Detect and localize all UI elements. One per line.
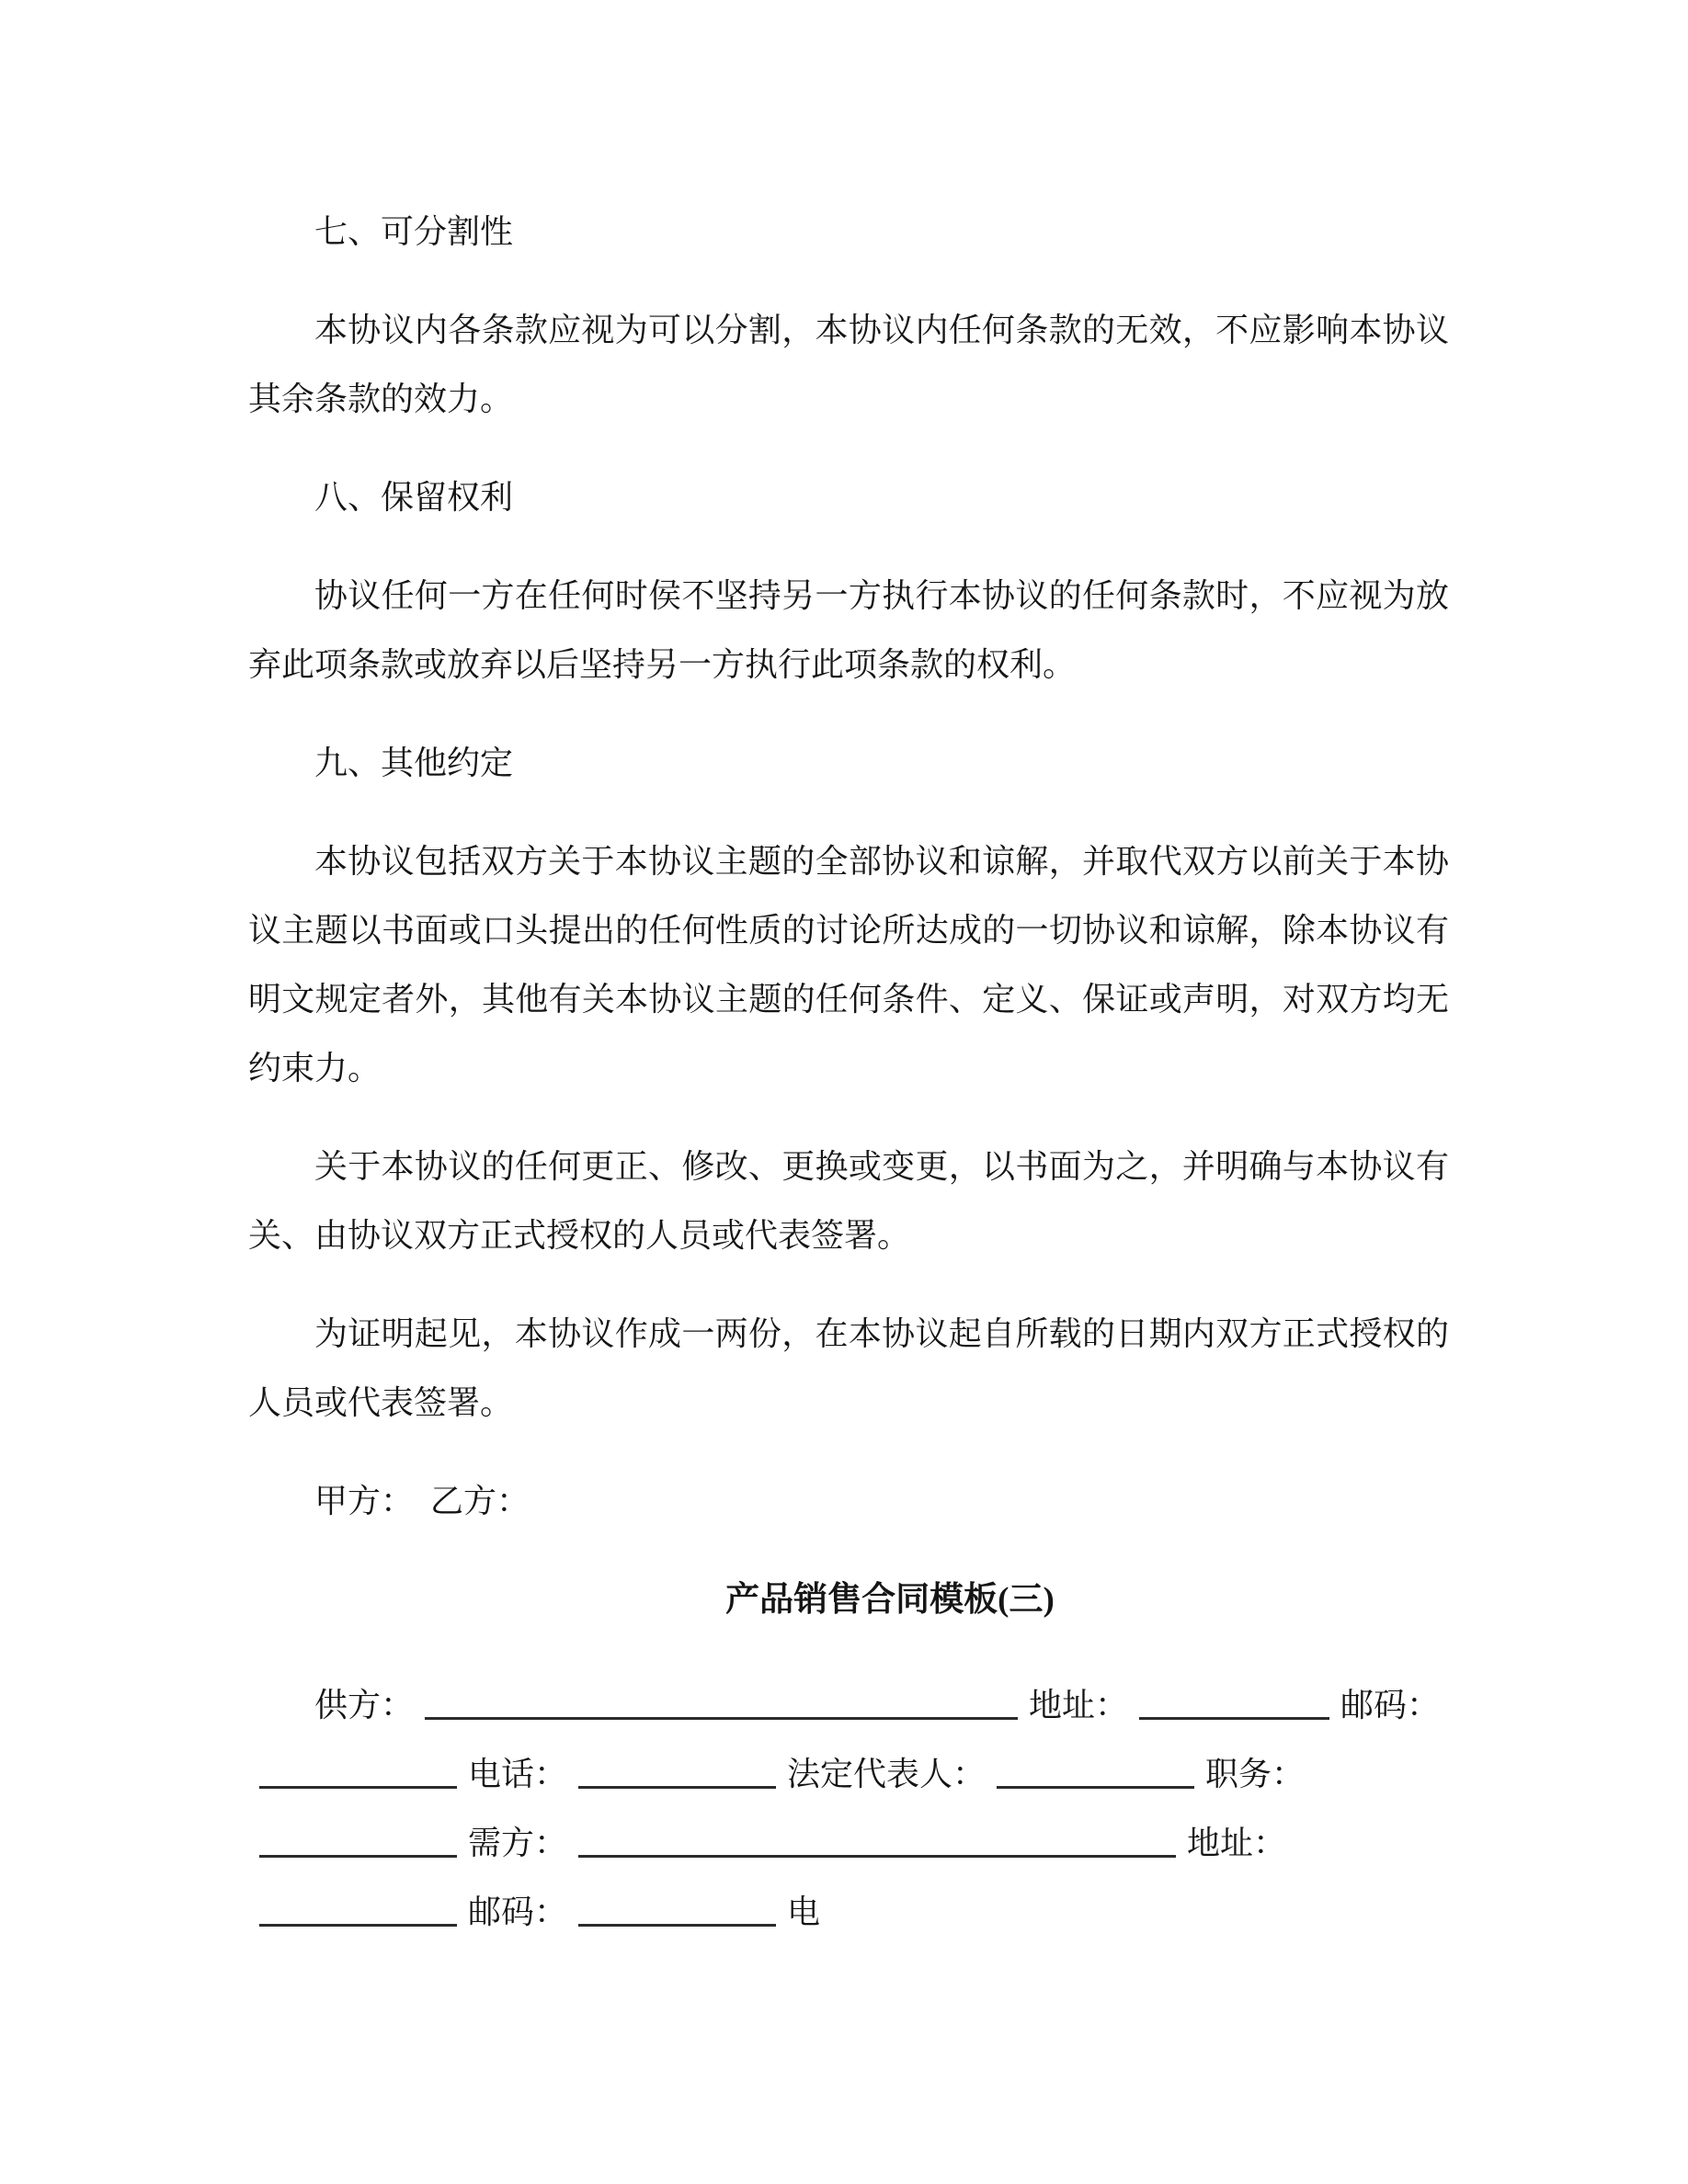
form-label: 邮码： bbox=[1340, 1687, 1441, 1723]
form-label: 邮码： bbox=[468, 1894, 568, 1930]
form-blank-field[interactable] bbox=[578, 1816, 1176, 1858]
form-label: 供方： bbox=[314, 1687, 415, 1723]
form-blank-field[interactable] bbox=[578, 1885, 776, 1927]
form-blank-field[interactable] bbox=[425, 1678, 1018, 1720]
form-row bbox=[248, 1809, 1449, 1878]
party-signature-line: 甲方： 乙方： bbox=[314, 1483, 530, 1519]
form-blank-field[interactable] bbox=[259, 1747, 457, 1789]
form-label: 电 bbox=[787, 1894, 821, 1930]
clause-paragraph-reserved-rights: 协议任何一方在任何时侯不坚持另一方执行本协议的任何条款时，不应视为放弃此项条款或放弃以后坚持另一方执行此项条款的权利。 bbox=[248, 577, 1449, 683]
form-blank-field[interactable] bbox=[1139, 1678, 1329, 1720]
form-row bbox=[248, 1878, 1449, 1947]
clause-paragraph-witness: 为证明起见，本协议作成一两份，在本协议起自所载的日期内双方正式授权的人员或代表签署。 bbox=[248, 1315, 1449, 1421]
form-row bbox=[248, 1740, 1449, 1809]
form-blank-field[interactable] bbox=[578, 1747, 776, 1789]
form-label: 地址： bbox=[1029, 1687, 1129, 1723]
clause-heading-7: 七、可分割性 bbox=[314, 213, 514, 250]
form-label: 地址： bbox=[1187, 1825, 1287, 1861]
contract-subtitle: 产品销售合同模板(三) bbox=[725, 1581, 1055, 1619]
contract-fill-in-form bbox=[248, 1671, 1449, 1947]
clause-heading-8: 八、保留权利 bbox=[314, 479, 514, 516]
clause-heading-9: 九、其他约定 bbox=[314, 745, 514, 781]
form-label: 法定代表人： bbox=[787, 1756, 987, 1792]
clause-paragraph-entire-agreement: 本协议包括双方关于本协议主题的全部协议和谅解，并取代双方以前关于本协议主题以书面或口头提出的任何性质的讨论所达成的一切协议和谅解，除本协议有明文规定者外，其他有关本协议主题的任何条件、定义、保证或声明，对双方均无约束力。 bbox=[248, 843, 1449, 1086]
form-label: 职务： bbox=[1205, 1756, 1306, 1792]
form-row bbox=[248, 1671, 1449, 1740]
form-blank-field[interactable] bbox=[259, 1816, 457, 1858]
form-blank-field[interactable] bbox=[997, 1747, 1194, 1789]
form-label: 电话： bbox=[468, 1756, 568, 1792]
form-blank-field[interactable] bbox=[259, 1885, 457, 1927]
clause-paragraph-amendments: 关于本协议的任何更正、修改、更换或变更，以书面为之，并明确与本协议有关、由协议双方正式授权的人员或代表签署。 bbox=[248, 1148, 1449, 1254]
form-label: 需方： bbox=[468, 1825, 568, 1861]
clause-paragraph-severability: 本协议内各条款应视为可以分割，本协议内任何条款的无效，不应影响本协议其余条款的效力。 bbox=[248, 312, 1449, 417]
